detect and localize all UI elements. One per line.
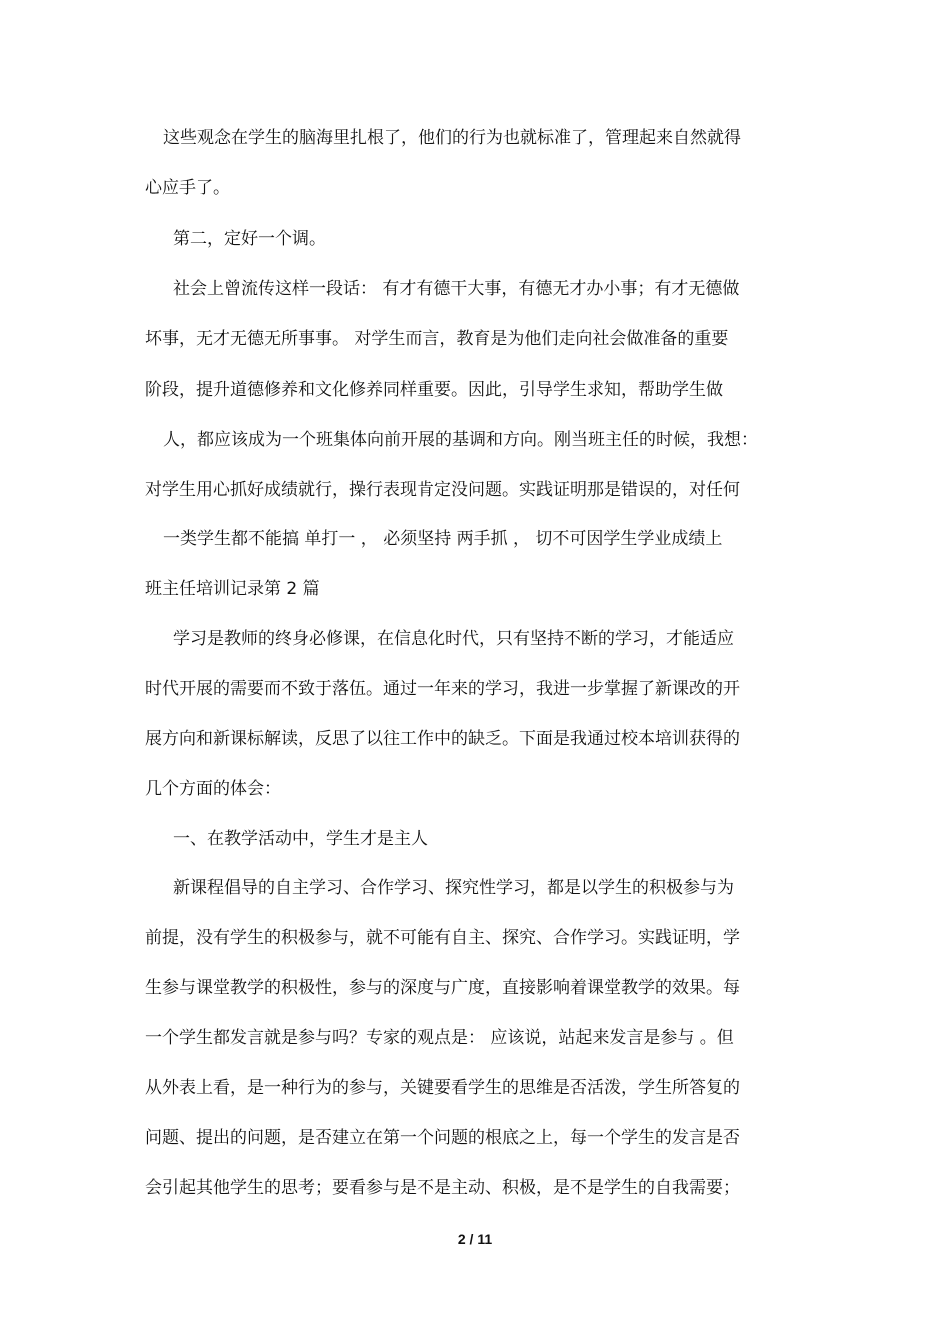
text-line-1: 这些观念在学生的脑海里扎根了，他们的行为也就标准了，管理起来自然就得 [163,128,741,148]
text-line-4: 社会上曾流传这样一段话： 有才有德干大事，有德无才办小事；有才无德做 [173,279,740,299]
text-line-11: 学习是教师的终身必修课，在信息化时代，只有坚持不断的学习，才能适应 [173,629,734,649]
text-line-2: 心应手了。 [145,178,230,198]
text-line-5: 坏事，无才无德无所事事。 对学生而言，教育是为他们走向社会做准备的重要 [145,329,729,349]
text-line-9: 一类学生都不能搞 单打一 ， 必须坚持 两手抓 ， 切不可因学生学业成绩上 [163,529,723,549]
section-heading-1: 一、在教学活动中，学生才是主人 [173,829,428,849]
text-line-21: 问题、提出的问题，是否建立在第一个问题的根底之上，每一个学生的发言是否 [145,1128,740,1148]
text-line-20: 从外表上看，是一种行为的参与，关键要看学生的思维是否活泼，学生所答复的 [145,1078,740,1098]
text-line-22: 会引起其他学生的思考；要看参与是不是主动、积极，是不是学生的自我需要； [145,1178,740,1198]
text-line-18: 生参与课堂教学的积极性，参与的深度与广度，直接影响着课堂教学的效果。每 [145,978,740,998]
text-line-14: 几个方面的体会： [145,779,281,799]
text-line-12: 时代开展的需要而不致于落伍。通过一年来的学习，我进一步掌握了新课改的开 [145,679,740,699]
text-line-6: 阶段，提升道德修养和文化修养同样重要。因此，引导学生求知，帮助学生做 [145,380,723,400]
text-line-16: 新课程倡导的自主学习、合作学习、探究性学习，都是以学生的积极参与为 [173,878,734,898]
chapter-title: 班主任培训记录第 2 篇 [145,579,320,599]
text-line-8: 对学生用心抓好成绩就行，操行表现肯定没问题。实践证明那是错误的，对任何 [145,480,740,500]
page-number: 2 / 11 [457,1231,493,1247]
text-line-7: 人，都应该成为一个班集体向前开展的基调和方向。刚当班主任的时候，我想： [163,430,758,450]
text-line-17: 前提，没有学生的积极参与，就不可能有自主、探究、合作学习。实践证明，学 [145,928,740,948]
text-line-19: 一个学生都发言就是参与吗？专家的观点是： 应该说，站起来发言是参与 。但 [145,1028,734,1048]
section-heading-2: 第二，定好一个调。 [173,229,326,249]
text-line-13: 展方向和新课标解读，反思了以往工作中的缺乏。下面是我通过校本培训获得的 [145,729,740,749]
